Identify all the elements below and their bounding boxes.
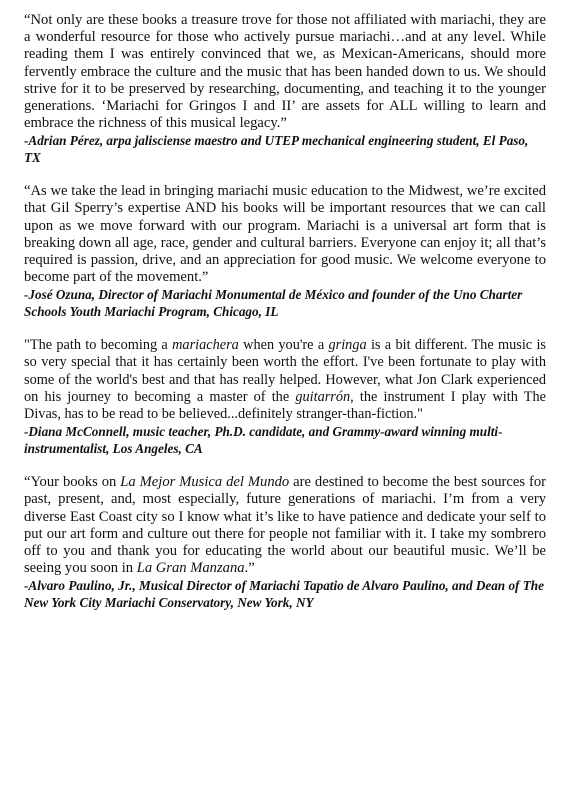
quote-italic-title: La Gran Manzana <box>136 560 245 577</box>
quote-text: , the instrument I play with The Divas, has to be read to be believed...definitely stranger-than-fiction." <box>24 388 547 423</box>
quote-text: "The path to becoming a <box>24 337 173 354</box>
testimonial-quote <box>24 183 546 286</box>
quote-text: .” <box>244 560 255 577</box>
quote-italic-term: mariachera <box>172 337 239 354</box>
quote-text: “As we take the lead in bringing mariachi music education to the Midwest, we’re excited that Gil Sperry’s expertise AND his books will be important resources that we can call upon as we move forward with our program. Mariachi is a universal art form that is breaking down all age, race, gender and cultural barriers. Everyone can enjoy it; all that’s required is passion, drive, and an appreciation for good music. We welcome everyone to become part of the movement.” <box>24 183 546 286</box>
testimonial-diana-mcconnell <box>24 337 546 457</box>
quote-text: “Your books on <box>24 474 121 491</box>
quote-text: is a bit different. The music is so very special that it has certainly been worth the effort. I've been fortunate to play with some of the world's best and that has really helped. However, what Jon Clark experienced on his journey to becoming a master of the <box>24 337 546 405</box>
testimonial-attribution: -Diana McConnell, music teacher, Ph.D. candidate, and Grammy-award winning multi-instrumentalist, Los Angeles, CA <box>24 424 503 456</box>
testimonial-quote <box>24 474 546 577</box>
quote-italic-term: gringa <box>328 337 367 354</box>
quote-text: when you're a <box>238 337 329 354</box>
testimonial-attribution: -Adrian Pérez, arpa jalisciense maestro and UTEP mechanical engineering student, El Paso, TX <box>24 133 529 165</box>
testimonial-alvaro-paulino <box>24 474 546 611</box>
testimonial-attribution: -José Ozuna, Director of Mariachi Monumental de México and founder of the Uno Charter Schools Youth Mariachi Program, Chicago, IL <box>24 287 523 319</box>
testimonial-quote <box>24 337 546 423</box>
quote-text: “Not only are these books a treasure trove for those not affiliated with mariachi, they are a wonderful resource for those who actively pursue mariachi…and at any level. While reading them I was entirely convinced that we, as Mexican-Americans, should more fervently embrace the culture and the music that has been handed down to us. We should strive for it to be preserved by researching, documenting, and teaching it to the younger generations. ‘Mariachi for Gringos I and II’ are assets for ALL willing to learn and embrace the richness of this musical legacy.” <box>24 12 546 132</box>
testimonial-attribution: -Alvaro Paulino, Jr., Musical Director of Mariachi Tapatio de Alvaro Paulino, and Dean of The New York City Mariachi Conservatory, New York, NY <box>24 578 544 610</box>
testimonial-adrian-perez <box>24 12 546 166</box>
testimonial-jose-ozuna <box>24 183 546 320</box>
testimonial-quote <box>24 12 546 132</box>
quote-italic-term: guitarrón <box>295 388 351 405</box>
quote-italic-title: La Mejor Musica del Mundo <box>120 474 290 491</box>
quote-text: are destined to become the best sources for past, present, and, most especially, future generations of mariachi. I’m from a very diverse East Coast city so I know what it’s like to have patience and dedicate your self to put our art form and culture out there for people not familiar with it. I take my sombrero off to you and thank you for educating the world about our beautiful music. We’ll be seeing you soon in <box>24 474 546 577</box>
